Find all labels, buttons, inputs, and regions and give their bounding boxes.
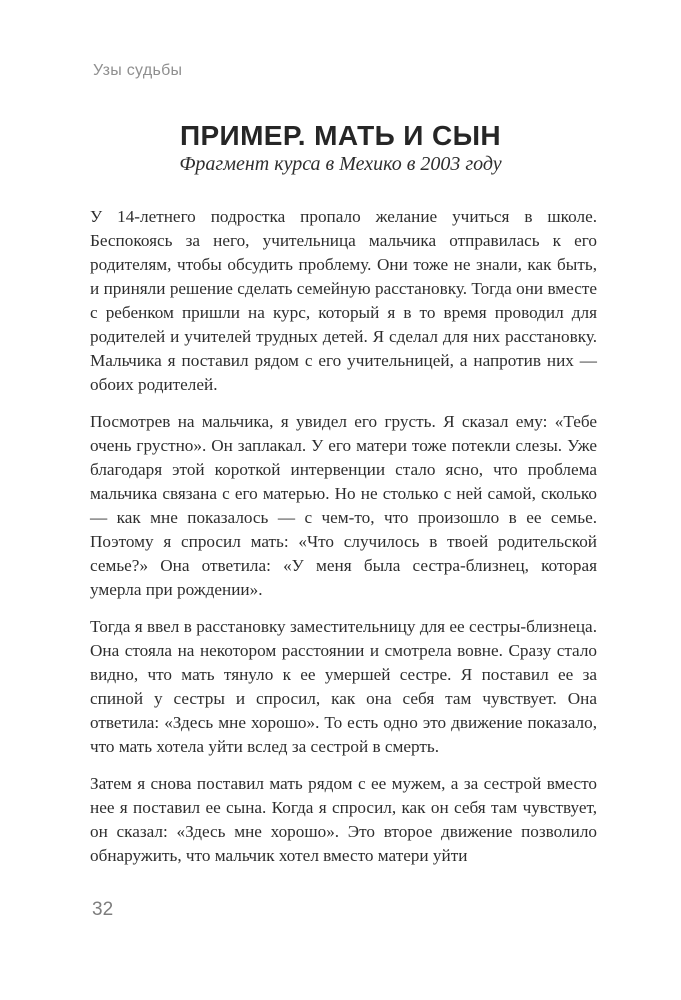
- page-title: ПРИМЕР. МАТЬ И СЫН: [179, 119, 502, 151]
- paragraph: Посмотрев на мальчика, я увидел его грусть. Я сказал ему: «Тебе очень грустно». Он заплакал. У его матери тоже потекли слезы. Уже благодаря этой короткой интервенции стало ясно, что проблема мальчика связана с его матерью. Но не столько с ней самой, сколько — как мне показалось — с чем-то, что произошло в ее семье. Поэтому я спросил мать: «Что случилось в твоей родительской семье?» Она ответила: «У меня была сестра-близнец, которая умерла при рождении».: [90, 412, 597, 599]
- page-number: 32: [92, 899, 114, 920]
- page-subtitle: Фрагмент курса в Мехико в 2003 году: [179, 153, 502, 175]
- paragraph: Затем я снова поставил мать рядом с ее мужем, а за сестрой вместо нее я поставил ее сына. Когда я спросил, как он себя там чувствует, он сказал: «Здесь мне хорошо». Это второе движение позволило обнаружить, что мальчик хотел вместо матери уйти: [90, 774, 597, 865]
- paragraph: Тогда я ввел в расстановку заместительницу для ее сестры-близнеца. Она стояла на некотором расстоянии и смотрела вовне. Сразу стало видно, что мать тянуло к ее умершей сестре. Я поставил ее за спиной у сестры и спросил, как она себя там чувствует. Она ответила: «Здесь мне хорошо». То есть одно это движение показало, что мать хотела уйти вслед за сестрой в смерть.: [90, 617, 597, 756]
- paragraph: У 14-летнего подростка пропало желание учиться в школе. Беспокоясь за него, учительница мальчика отправилась к его родителям, чтобы обсудить проблему. Они тоже не знали, как быть, и приняли решение сделать семейную расстановку. Тогда они вместе с ребенком пришли на курс, который я в то время проводил для родителей и учителей трудных детей. Я сделал для них расстановку. Мальчика я поставил рядом с его учительницей, а напротив них — обоих родителей.: [90, 207, 597, 394]
- running-header: Узы судьбы: [93, 62, 183, 79]
- body-text: [90, 205, 597, 868]
